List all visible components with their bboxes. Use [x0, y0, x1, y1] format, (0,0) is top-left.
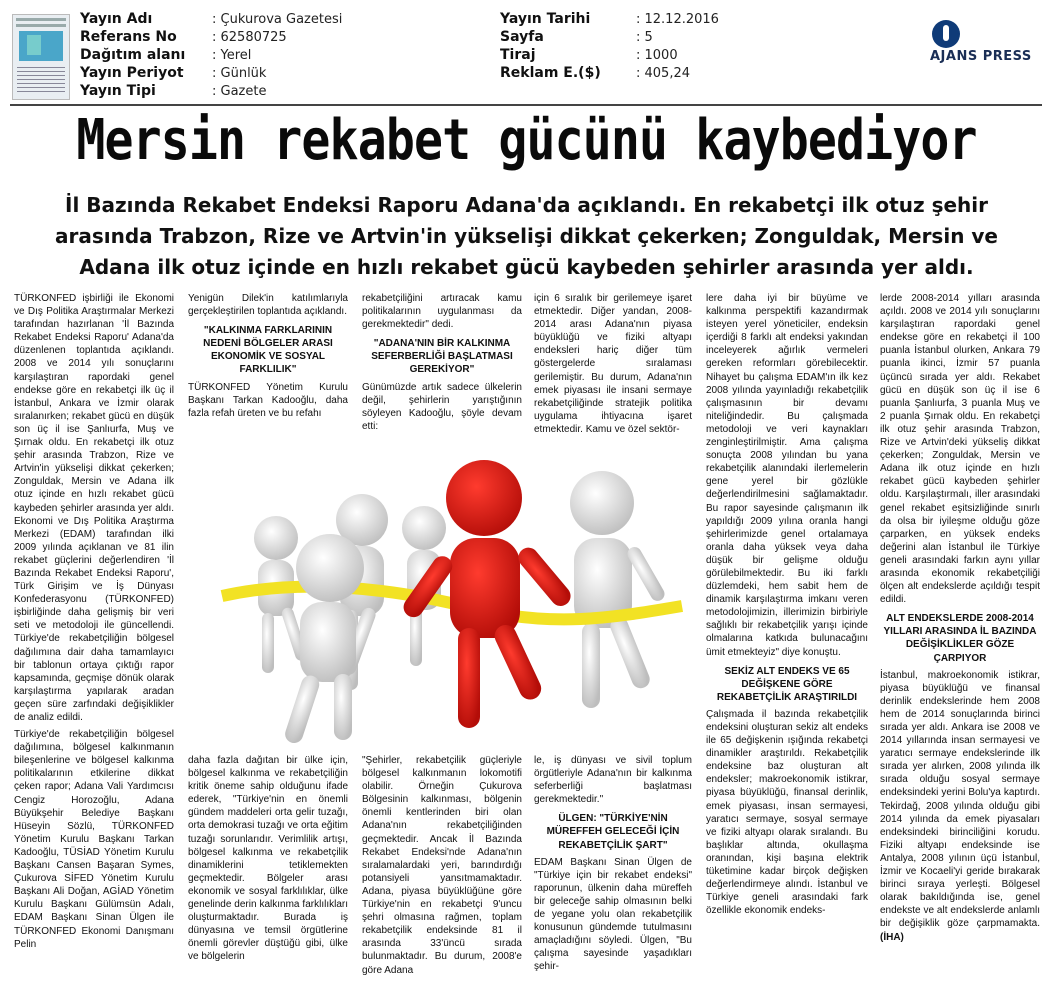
paragraph: Türkiye'de rekabetçiliğin bölgesel dağılımına, bölgesel kalkınmanın bileşenlerine ve bölgesel kalkınma politikalarının etkilerine dikkat çeken rapor; Adana Vali Yardımcısı Cengiz Horozoğlu, Adana Büyükşehir Belediye Başkanı Hüseyin Sözlü, TÜRKONFED Yönetim Kurulu Başkanı Tarkan Kadooğlu, TÜSİAD Yönetim Kurulu Başkanı Cansen Başaran Symes, Çukurova SİFED Yönetim Kurulu Başkanı Ali Doğan, AGİAD Yönetim Kurulu Başkanı Gülümsün Adalı, EDAM Başkanı Sinan Ülgen ile TÜRKONFED Ekonomi Danışmanı Pelin — [14, 729, 174, 950]
meta-label: Sayfa — [500, 29, 544, 45]
subheading: SEKİZ ALT ENDEKS VE 65 DEĞİŞKENE GÖRE REKABETÇİLİK ARAŞTIRILDI — [716, 665, 858, 703]
clipping-metadata — [0, 8, 1053, 104]
meta-label: Dağıtım alanı — [80, 47, 186, 63]
paragraph: "Şehirler, rekabetçilik güçleriyle bölgesel kalkınmanın lokomotifi olabilir. Örneğin Çukurova Bölgesinin kalkınması, bölgenin önemli kentlerinden biri olan Adana'nın rekabetçiliğinden geçmektedir. Ancak İl Bazında Rekabet Endeksi'nde Adana'nın sıralamalardaki yeri, barındırdığı potansiyeli yansıtmamaktadır. Adana, piyasa büyüklüğüne göre Türkiye'nin en rekabetçi 9'uncu şehri olmasına rağmen, toplam rekabetçilik endeksinde 81 il arasında 33'üncü sırada bulunmaktadır. Bu durum, 2008'e göre Adana — [362, 755, 522, 976]
column-4-top — [534, 292, 692, 456]
meta-value: : 5 — [636, 30, 653, 45]
meta-value: : Yerel — [212, 48, 252, 63]
logo-text: AJANS PRESS — [930, 49, 1032, 64]
subheading: ALT ENDEKSLERDE 2008-2014 YILLARI ARASINDA İL BAZINDA DEĞİŞİKLİKLER GÖZE ÇARPIYOR — [883, 613, 1037, 664]
headline: Mersin rekabet gücünü kaybediyor — [76, 108, 977, 173]
meta-value: : Günlük — [212, 66, 267, 81]
meta-value: : 12.12.2016 — [636, 12, 719, 27]
column-5 — [706, 292, 868, 992]
logo-mark-icon — [932, 20, 960, 48]
meta-label: Yayın Tarihi — [500, 11, 591, 27]
meta-label: Referans No — [80, 29, 177, 45]
paragraph: Yenigün Dilek'in katılımlarıyla gerçekleştirilen toplantıda açıklandı. — [188, 293, 348, 318]
paragraph: TÜRKONFED işbirliği ile Ekonomi ve Dış Politika Araştırmalar Merkezi tarafından hazırlanan 'İl Bazında Rekabet Endeksi Raporu' Adana'da düzenlenen toplantıda açıklandı. 2008 ve 2014 yılı sonuçlarını karşılaştıran rapordaki genel endekse göre en rekabetçi ilk üç il İstanbul, Ankara ve İzmir olarak sıralanırken; rekabet gücü en düşük son üç il ise Şanlıurfa, Muş ve Şırnak oldu. En rekabetçi ilk otuz şehir arasında Trabzon, Rize ve Artvin'in yükselişi dikkat çekerken; Zonguldak, Mersin ve Adana ilk otuz içinde en hızlı rekabet gücü kaybeden şehirler arasında yer aldı. Ekonomi ve Dış Politika Araştırma Merkezi (EDAM) tarafından ilki 2009 yılında açıklanan ve 81 ilin rekabet güçlerini değerlendiren 'İl Bazında Rekabet Endeksi Raporu', Türk Girişim ve İş Dünyası Konfederasyonu (TÜRKONFED) işbirliğinde daha gelişmiş bir veri seti ve metodoloji ile güncellendi. Türkiye'de rekabetçiliğin bölgesel dağılımına dair daha tamamlayıcı bir tablonun ortaya çıktığı rapor kapsamında, geçmişe dönük olarak karşılaştırma yapılarak aradan geçen süre zarfındaki değişiklikler de analiz edildi. — [14, 293, 174, 723]
meta-label: Yayın Adı — [80, 11, 153, 27]
subheading: ÜLGEN: "TÜRKİYE'NİN MÜREFFEH GELECEĞİ İÇİN REKABETÇİLİK ŞART" — [546, 813, 680, 851]
paragraph: İstanbul, makroekonomik istikrar, piyasa büyüklüğü ve finansal derinlik endekslerinde hem 2008 hem de 2014 sonuçlarında birinci sırada yer aldı. Ankara ise 2008 ve 2014 yıllarında insan sermayesi ve yaratıcı sermaye endekslerinde ilk sırada yer alırken, 2008 yılında ilk sırada olduğu sosyal sermaye endeksindeki yerini Bolu'ya kaptırdı. Tekirdağ, 2008 yılında olduğu gibi 2014 yılında da emek piyasaları endeksindeki birinciliğini korudu. Fiziki altyapı endeksinde ise Antalya, 2008 yılının üçü İstanbul, İzmir ve Kocaeli'yi geride bırakarak birinci sıraya yerleşti. Bölgesel olarak bakıldığında ise, genel endekste ve alt endekslerde anlamlı bir değişiklik göze çarpmamakta. (İHA) — [880, 669, 1040, 943]
subheadline: İl Bazında Rekabet Endeksi Raporu Adana'da açıklandı. En rekabetçi ilk otuz şehir arasında Trabzon, Rize ve Artvin'in yükselişi dikkat çekerken; Zonguldak, Mersin ve Adana ilk otuz içinde en hızlı rekabet gücü kaybeden şehirler arasında yer aldı. — [55, 193, 998, 279]
column-3-bottom — [362, 754, 522, 992]
subheading: "ADANA'NIN BİR KALKINMA SEFERBERLİĞİ BAŞLATMASI GEREKİYOR" — [371, 338, 513, 376]
paragraph: TÜRKONFED Yönetim Kurulu Başkanı Tarkan Kadooğlu, daha fazla refah üreten ve bu refahı — [188, 381, 348, 419]
meta-label: Yayın Tipi — [80, 83, 156, 99]
paragraph: daha fazla dağıtan bir ülke için, bölgesel kalkınma ve rekabetçiliğin kritik öneme sahip olduğunu ifade ederek, "Türkiye'nin en önemli gündem maddeleri orta gelir tuzağı, orta demokrasi tuzağı ve orta eğitim tuzağı sorunlarıdır. Verimlilik artışı, bölgesel kalkınma ve rekabetçilik dinamiklerini tetiklemekten geçmektedir. Bölgeler arası ekonomik ve sosyal farklılıklar, ülke genelinde derin kalkınma farklılıkları oluşturmaktadır. Burada iş dünyasına ve temsil örgütlerine önemli görevler düştüğü gibi, ülke ve bölgelerin — [188, 755, 348, 963]
column-3-top — [362, 292, 522, 456]
meta-label: Tiraj — [500, 47, 536, 63]
news-agency-credit: (İHA) — [880, 931, 904, 943]
meta-value: : Gazete — [212, 84, 267, 99]
paragraph: Günümüzde artık sadece ülkelerin değil, şehirlerin yarıştığının söyleyen Kadooğlu, şöyle devam etti: — [362, 381, 522, 432]
meta-value: : 405,24 — [636, 66, 690, 81]
article-illustration — [212, 458, 690, 750]
paragraph: le, iş dünyası ve sivil toplum örgütleriyle Adana'nın bir kalkınma seferberliği başlatması gerekmektedir." — [534, 755, 692, 806]
race-figures-image — [212, 458, 690, 750]
meta-label: Yayın Periyot — [80, 65, 184, 81]
column-6 — [880, 292, 1040, 992]
ajans-press-logo — [928, 20, 1040, 66]
paragraph: lerde 2008-2014 yılları arasında açıldı. 2008 ve 2014 yılı sonuçlarını karşılaştıran rapordaki genel endekse göre en rekabetçi il 100 puanla İstanbul olurken, Ankara 79 puanla ikinci, İzmir 57 puanla üçüncü sırada yer aldı. Rekabet gücü en düşük son üç il ise 6 puanla Şanlıurfa, 3 puanla Muş ve 2 puanla Şırnak oldu. En rekabetçi ilk otuz şehir arasında Trabzon, Rize ve Artvin'deki yükseliş dikkat çekerken; Zonguldak, Mersin ve Adana ilk otuz içinde en hızlı rekabet gücü kaybeden şehirler oldu. Karşılaştırmalı, iller arasındaki genel rekabet eşitsizliğinde sınırlı da olsa bir iyileşme olduğu göze çarparken, en yüksek endeks değerini alan İstanbul ile Türkiye geneli arasındaki farkın aynı yıllar arasında ekonomik rekabetçiliği ölçen alt endekslerde açıldığı tespit edildi. — [880, 293, 1040, 606]
paragraph: Çalışmada il bazında rekabetçilik endeksini oluşturan sekiz alt endeks ile 65 değişkenin ışığında rekabetçi dinamikler araştırıldı. Rekabetçilik endeksine baz oluşturan alt endeksler; makroekonomik istikrar, piyasa büyüklüğü, finansal derinlik, emek piyasası, insan sermayesi, yaratıcı sermaye, sosyal sermaye ve fiziki altyapı olarak sıralandı. Bu başlıklar altında, okullaşma oranından, kişi başına elektrik tüketimine kadar birçok değişken değerlendirmeye alındı. İstanbul ve Türkiye geneli arasındaki fark özellikle ekonomik endeks- — [706, 708, 868, 917]
meta-value: : 62580725 — [212, 30, 287, 45]
paragraph: için 6 sıralık bir gerilemeye işaret etmektedir. Diğer yandan, 2008-2014 arası Adana'nın piyasa büyüklüğü ve fiziki altyapı endeksleri hariç diğer tüm göstergelerde sıralaması gerilemiştir. Bu durum, Adana'nın emek piyasası ile insani sermaye rekabetçiliğinde stratejik politika uygulama ihtiyacına işaret etmektedir. Kamu ve özel sektör- — [534, 293, 692, 435]
divider — [10, 104, 1042, 106]
paragraph: EDAM Başkanı Sinan Ülgen de "Türkiye için bir rekabet endeksi" raporunun, ülkenin daha müreffeh bir geleceğe sahip olmasının belki de yegane yolu olan rekabetçilik konusunun gündemde tutulmasını amaçladığını söyledi. Ülgen, "Bu çalışma sayesinde yaşadıkları şehir- — [534, 856, 692, 973]
column-2-top — [188, 292, 348, 456]
column-4-bottom — [534, 754, 692, 992]
subheading: "KALKINMA FARKLARININ NEDENİ BÖLGELER ARASI EKONOMİK VE SOSYAL FARKLILIK" — [203, 325, 333, 376]
paragraph: lere daha iyi bir büyüme ve kalkınma perspektifi kazandırmak isteyen yerel yöneticiler, endeksin içerdiği 8 farklı alt endeksi yakından inceleyerek ağırlık vermeleri gereken reformları görebilecektir. Nihayet bu çalışma EDAM'ın ilk kez 2008 yılında yayınladığı rekabetçilik çalışmasının bir devamı niteliğindedir. Bu çalışmada metodoloji ve veri kaynakları zenginleştirilmiştir. Ama çalışma sonuçta 2008 yılından bu yana rekabetçilik alanındaki ilerlemelerin gene yerel bir gözlükle değerlendirilmesini sağlamaktadır. Bu rapor sayesinde çalışmanın ilk yapıldığı 2009 yılına oranla hangi şehirlerimizde genel ortalamaya oranla daha yüksek veya daha düşük bir gelişme olduğu görülebilmektedir. Bu iki farklı düzlemdeki, hem sabit hem de dinamik karşılaştırma imkanı veren metodolojimizin, illerimizin birbiriyle sağlıklı bir rekabetçilik yarışı içinde olmalarına katkıda bulunacağını ümit etmekteyiz" diye konuştu. — [706, 293, 868, 658]
meta-value: : Çukurova Gazetesi — [212, 12, 343, 27]
paragraph: rekabetçiliğini artıracak kamu politikalarının uygulanması da gerekmektedir" dedi. — [362, 293, 522, 331]
newspaper-page-thumbnail[interactable] — [12, 14, 70, 100]
meta-value: : 1000 — [636, 48, 678, 63]
meta-label: Reklam E.($) — [500, 65, 601, 81]
column-2-bottom — [188, 754, 348, 992]
column-1 — [14, 292, 174, 992]
